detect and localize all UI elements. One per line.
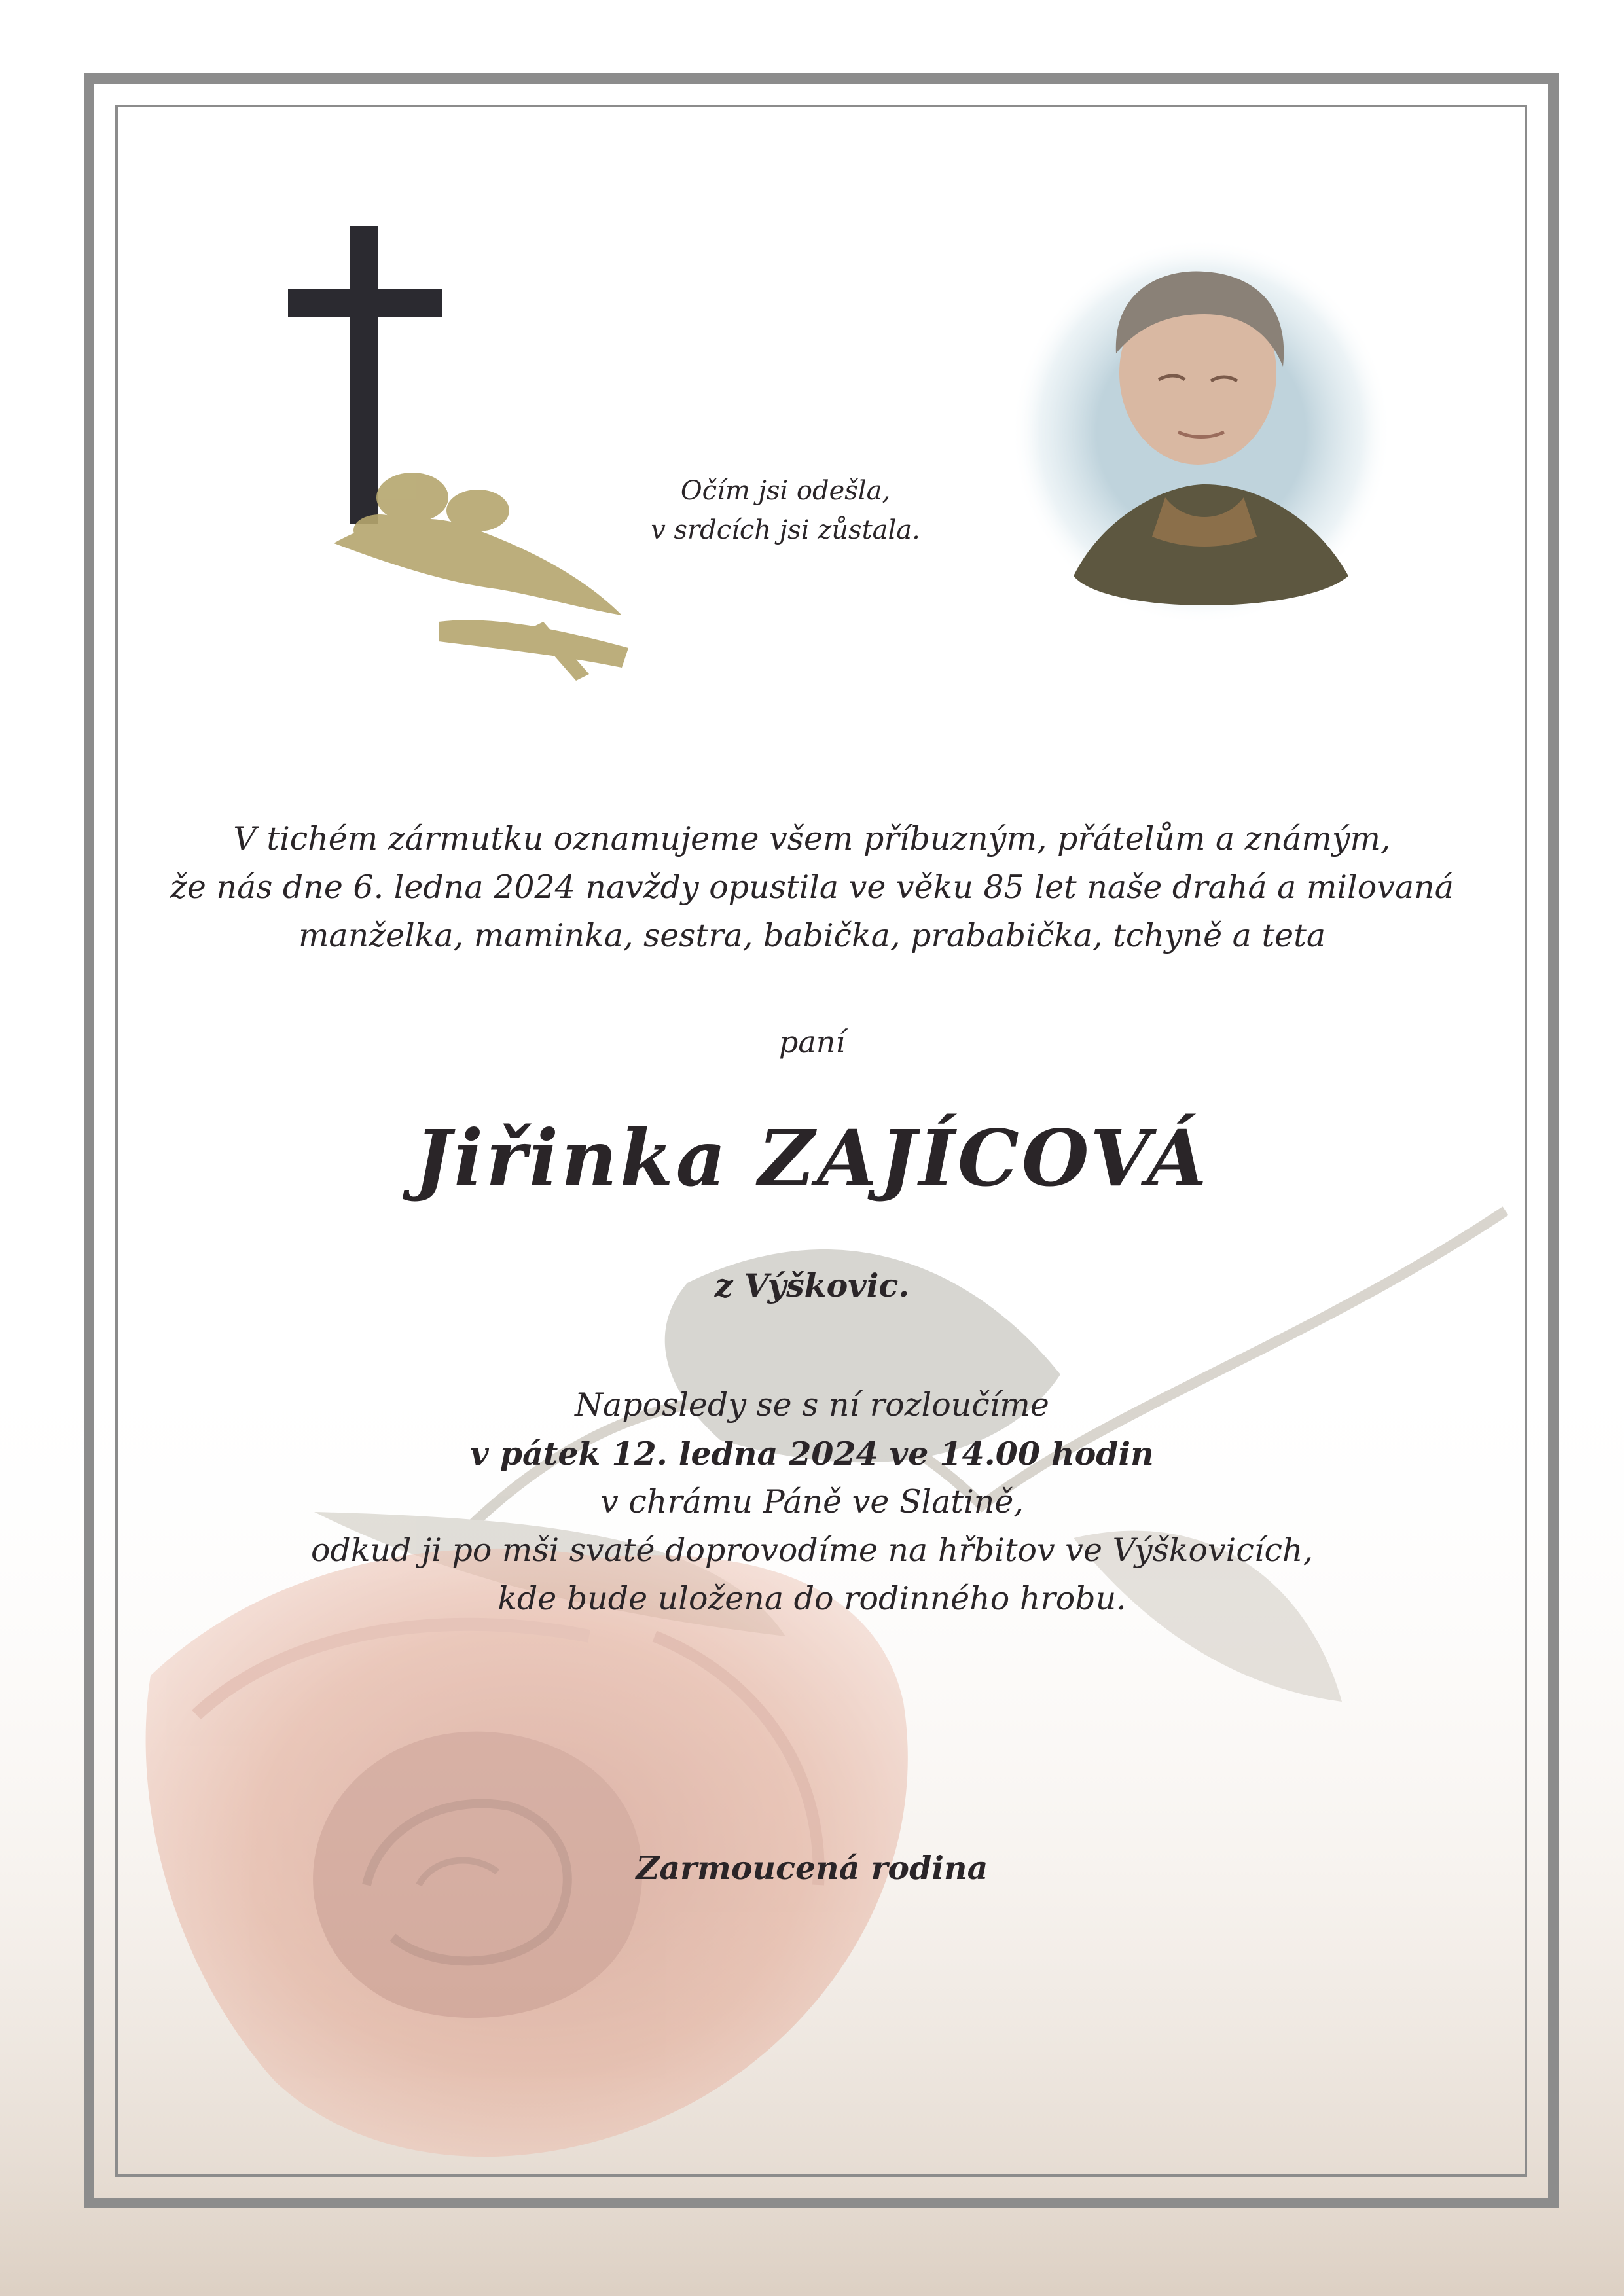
quote-line-1: Očím jsi odešla,: [680, 476, 891, 506]
farewell-line-3: v chrámu Páně ve Slatině,: [600, 1483, 1024, 1520]
deceased-portrait-photo: [1008, 236, 1394, 628]
deceased-origin: z Výškovic.: [714, 1266, 910, 1304]
farewell-line-1: Naposledy se s ní rozloučíme: [575, 1386, 1049, 1424]
death-announcement: [131, 815, 1493, 960]
announcement-line-3: manželka, maminka, sestra, babička, prababička, tchyně a teta: [298, 917, 1326, 954]
announcement-line-2: že nás dne 6. ledna 2024 navždy opustila ve věku 85 let naše drahá a milovaná: [170, 869, 1454, 906]
funeral-details: [131, 1381, 1493, 1623]
family-signature: Zarmoucená rodina: [636, 1849, 988, 1887]
cross-with-flowers-icon: [281, 223, 648, 694]
farewell-line-5: kde bude uložena do rodinného hrobu.: [497, 1580, 1127, 1617]
quote-line-2: v srdcích jsi zůstala.: [651, 515, 920, 545]
funeral-date-time: v pátek 12. ledna 2024 ve 14.00 hodin: [470, 1435, 1154, 1473]
memorial-quote: [589, 471, 982, 550]
announcement-line-1: V tichém zármutku oznamujeme všem příbuzným, přátelům a známým,: [233, 820, 1391, 857]
deceased-name: Jiřinka ZAJÍCOVÁ: [414, 1113, 1210, 1204]
salutation: paní: [778, 1024, 846, 1060]
farewell-line-4: odkud ji po mši svaté doprovodíme na hřbitov ve Výškovicích,: [310, 1532, 1314, 1569]
